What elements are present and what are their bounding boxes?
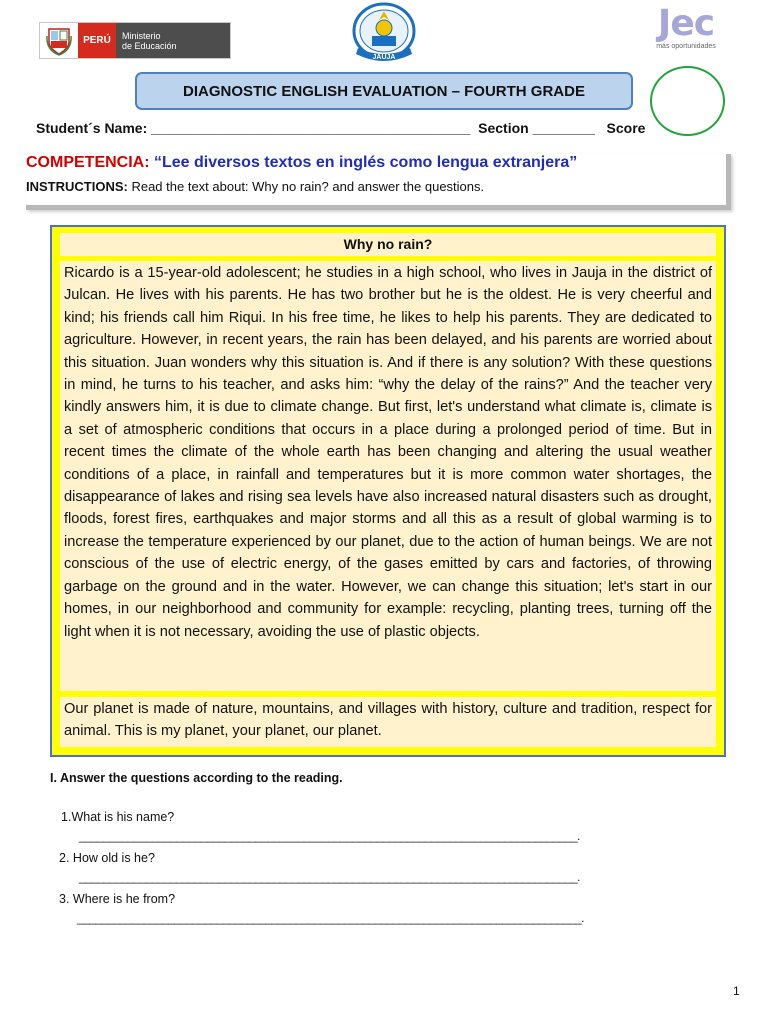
peru-ministry-logo (39, 22, 231, 59)
ministry-line-1: Ministerio (122, 31, 161, 41)
competencia-label: COMPETENCIA: (26, 154, 150, 171)
reading-body: Ricardo is a 15-year-old adolescent; he studies in a high school, who lives in Jauja in the district of Julcan. He lives with his parents. He has two brother but he is the oldest. He is very cheerful and kind; his friends call him Riqui. In his free time, he likes to help his parents. They are dedicated to agriculture. However, in recent years, the rain has been delayed, and his parents are worried about this situation. Juan wonders why this situation is. And if there is any solution? With these questions in mind, he turns to his teacher, and asks him: “why the delay of the rains?” And the teacher very kindly answers him, it is due to climate change. But first, let's understand what climate is, climate is a set of atmospheric conditions that occurs in a place during a prolonged period of time. But in recent times the climate of the whole earth has been changing and altering the usual weather conditions of a place, in rainfall and temperatures but it is more common water shortages, the disappearance of lakes and rising sea levels have also increased natural disasters such as drought, floods, forest fires, earthquakes and major storms and all this as a result of global warming is to increase the temperature experienced by our planet, due to the action of human beings. We are not conscious of the use of electric energy, of the gases emitted by cars and factories, of throwing garbage on the ground and in the water. However, we can change this situation; let's start in our homes, in our neighborhood and community for example: recycling, planting trees, turning off the light when it is not necessary, avoiding the use of plastic objects. (60, 261, 716, 691)
answer-line-1[interactable]: __________________________________________________________________________________. (79, 829, 580, 843)
section-heading: I. Answer the questions according to the reading. (50, 771, 343, 785)
question-3 (59, 892, 175, 906)
student-info-row: Student´s Name: _________________________________________ Section ________ Score (36, 120, 646, 136)
competencia-box (26, 154, 731, 210)
question-number: 2. (59, 851, 70, 865)
instructions-text: Read the text about: Why no rain? and answer the questions. (127, 179, 485, 194)
ministry-line-2: de Educación (122, 41, 177, 51)
answer-line-3[interactable]: ___________________________________________________________________________________. (77, 911, 584, 925)
question-text: How old is he? (69, 851, 155, 865)
ministry-name (116, 23, 230, 58)
question-2 (59, 851, 155, 865)
score-circle (650, 66, 725, 136)
question-text: What is his name? (71, 810, 175, 824)
competencia-line (26, 154, 577, 172)
question-1 (61, 810, 174, 824)
question-number: 1. (61, 810, 72, 824)
answer-line-2[interactable]: __________________________________________________________________________________. (79, 870, 580, 884)
school-seal-icon (344, 2, 424, 66)
question-number: 3. (59, 892, 70, 906)
page-title: DIAGNOSTIC ENGLISH EVALUATION – FOURTH GRADE (135, 72, 633, 110)
peru-label: PERÚ (78, 23, 116, 58)
reading-passage-frame (50, 225, 726, 757)
jec-logo (650, 4, 722, 64)
question-text: Where is he from? (69, 892, 176, 906)
reading-closing: Our planet is made of nature, mountains, and villages with history, culture and tradition, respect for animal. This is my planet, your planet, our planet. (60, 697, 716, 747)
reading-title: Why no rain? (60, 233, 716, 256)
instructions-label: INSTRUCTIONS: (26, 179, 128, 194)
jec-tagline: más oportunidades (656, 43, 716, 50)
seal-label: JAUJA (372, 54, 396, 61)
jec-brand: Jec (657, 3, 715, 44)
page-number: 1 (733, 984, 740, 998)
competencia-text: “Lee diversos textos en inglés como lengua extranjera” (149, 154, 578, 171)
instructions-line (26, 179, 484, 194)
peru-coat-of-arms-icon (40, 23, 78, 58)
